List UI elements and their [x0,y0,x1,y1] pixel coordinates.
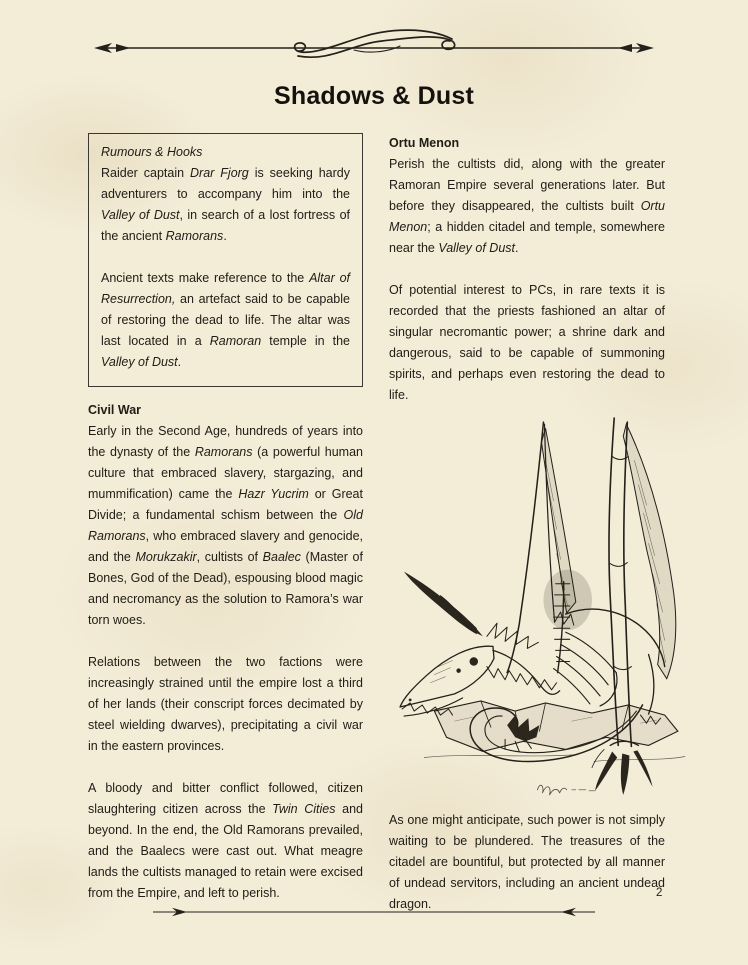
undead-dragon-illustration [389,412,665,806]
column-right [389,133,665,915]
column-left [88,133,363,915]
page-number: 2 [656,887,663,899]
hook-box-heading: Rumours & Hooks [101,145,203,159]
ortu-menon-paragraph: Perish the cultists did, along with the greater Ramoran Empire several generations later. But before they disappeared, the cultists built Ortu Menon; a hidden citadel and temple, somewhere near the Valley of Dust. [389,157,665,255]
rumours-hooks-box [88,133,363,387]
section-heading-ortu-menon: Ortu Menon [389,136,460,150]
hook-box-paragraph: Ancient texts make reference to the Altar of Resurrection, an artefact said to be capable of restoring the dead to life. The altar was last located in a Ramoran temple in the Valley of Dust. [101,271,350,369]
hook-box-paragraph: Raider captain Drar Fjorg is seeking hardy adventurers to accompany him into the Valley of Dust, in search of a lost fortress of the ancient Ramorans. [101,166,350,243]
page-title: Shadows & Dust [273,82,475,110]
civil-war-paragraph: Relations between the two factions were increasingly strained until the empire lost a third of her lands (their conscript forces decimated by steel wielding dwarves), precipitating a civil war in the eastern provinces. [88,655,363,753]
bottom-divider-ornament [153,903,595,921]
civil-war-paragraph: A bloody and bitter conflict followed, citizen slaughtering citizen across the Twin Cities and beyond. In the end, the Old Ramorans prevailed, and the Baalecs were cast out. What meagre lands the cultists managed to retain were excised from the Empire, and left to perish. [88,781,363,900]
ortu-menon-paragraph: As one might anticipate, such power is not simply waiting to be plundered. The treasures of the citadel are bountiful, but protected by all manner of undead servitors, including an ancient undead dragon. [389,813,665,911]
section-heading-civil-war: Civil War [88,403,142,417]
civil-war-paragraph: Early in the Second Age, hundreds of years into the dynasty of the Ramorans (a powerful human culture that embraced slavery, stargazing, and mummification) came the Hazr Yucrim or Great Divide; a fundamental schism between the Old Ramorans, who embraced slavery and genocide, and the Morukzakir, cultists of Baalec (Master of Bones, God of the Dead), espousing blood magic and necromancy as the solution to Ramora’s war torn woes. [88,424,363,627]
content-columns [88,133,665,915]
top-divider-ornament [92,24,656,68]
ortu-menon-paragraph: Of potential interest to PCs, in rare texts it is recorded that the priests fashioned an altar of singular necromantic power; a shrine dark and dangerous, said to be capable of summoning spirits, and perhaps even restoring the dead to life. [389,283,665,402]
